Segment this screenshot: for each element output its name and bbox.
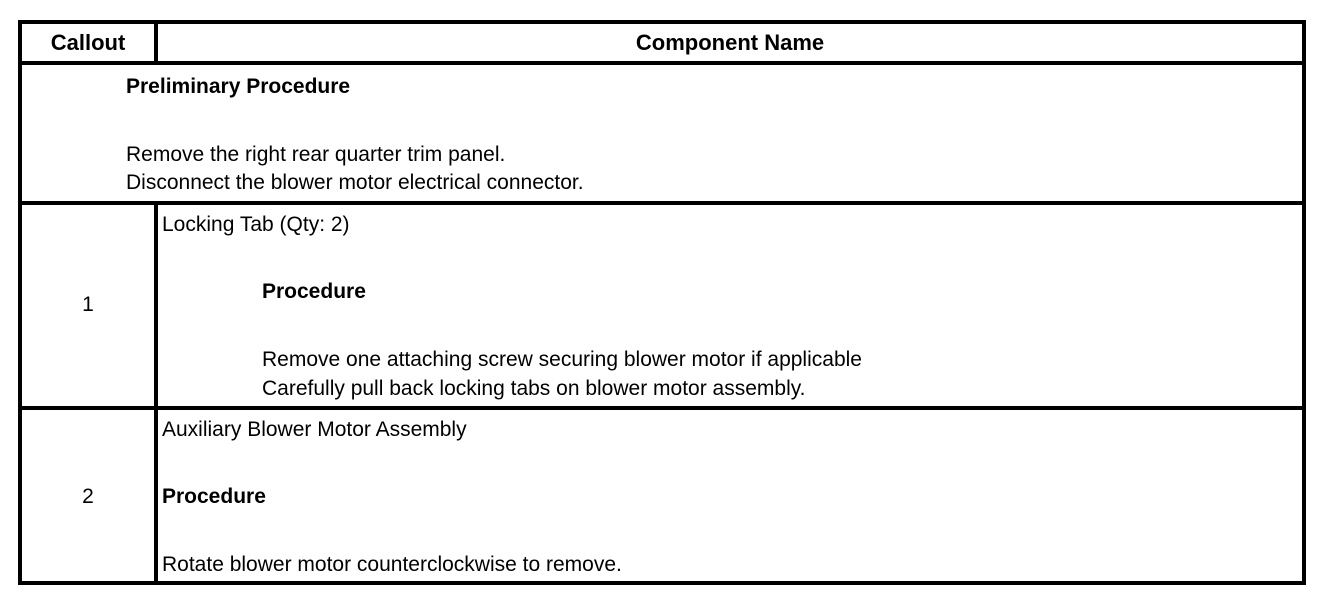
header-component-name: Component Name	[635, 30, 825, 55]
preliminary-procedure-row	[22, 65, 1302, 205]
callout-cell	[22, 205, 158, 406]
table-header-row	[22, 24, 1302, 65]
table-row	[22, 410, 1302, 581]
preliminary-step: Disconnect the blower motor electrical connector.	[126, 171, 584, 194]
table-row	[22, 205, 1302, 410]
callout-number: 2	[82, 485, 94, 508]
procedure-title: Procedure	[162, 485, 266, 508]
procedure-step: Remove one attaching screw securing blower motor if applicable	[262, 348, 862, 371]
header-callout: Callout	[50, 30, 126, 55]
procedure-step: Rotate blower motor counterclockwise to remove.	[162, 553, 622, 576]
header-component-cell	[158, 24, 1302, 61]
preliminary-step: Remove the right rear quarter trim panel.	[126, 143, 506, 166]
preliminary-procedure-title: Preliminary Procedure	[126, 75, 351, 98]
callout-cell	[22, 410, 158, 581]
component-cell	[158, 205, 1302, 406]
procedure-title: Procedure	[262, 280, 366, 303]
component-name: Auxiliary Blower Motor Assembly	[162, 418, 467, 441]
component-name: Locking Tab (Qty: 2)	[162, 213, 350, 236]
procedure-step: Carefully pull back locking tabs on blower motor assembly.	[262, 377, 806, 400]
callout-table	[18, 20, 1306, 585]
header-callout-cell	[22, 24, 158, 61]
component-cell	[158, 410, 1302, 581]
callout-number: 1	[82, 293, 94, 316]
